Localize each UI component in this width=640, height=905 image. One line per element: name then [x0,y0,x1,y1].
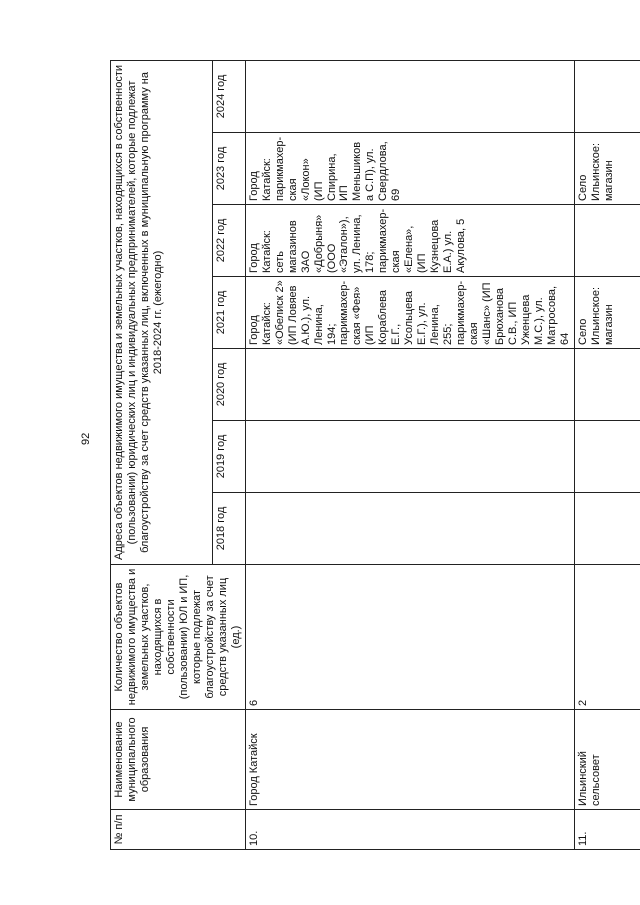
header-year-2023: 2023 год [213,133,245,205]
header-year-2021: 2021 год [213,277,245,349]
header-year-2024: 2024 год [213,60,245,132]
cell-num: 11. [574,810,640,850]
cell-num: 10. [245,810,574,850]
cell-2018 [574,493,640,565]
page-number: 92 [80,432,92,445]
cell-municipality: Город Катайск [245,710,574,810]
table-row [574,60,640,849]
header-num: № п/п [111,810,246,850]
header-addresses: Адреса объектов недвижимого имущества и земельных участков, находящихся в собственности (пользовании) юридических лиц и индивидуальных предпринимателей, которые подлежат благоустройству за счет средств указанных лиц, включенных в муниципальную программу на 2018-2024 гг. (ежегодно) [111,60,213,564]
header-year-2022: 2022 год [213,205,245,277]
cell-2023: Город Катайск: парикмахер-ская «Локон» (ИП Спирина, ИП Меньшикова С.П), ул. Свердлова, 69 [245,133,574,205]
cell-2021: Город Катайск: «Обелиск 2» (ИП Ловяев А.Ю.), ул. Ленина, 194; парикмахер-ская «Фея» (ИП Кораблева Е.Г., Усольцева Е.Г.), ул. Ленина, 255; парикмахер-ская «Шанс» (ИП Брюханова С.В., ИП Уженцева М.С.), ул. Матросова, 64 [245,277,574,349]
cell-municipality: Ильинский сельсовет [574,710,640,810]
cell-2019 [245,421,574,493]
table-header-row [111,60,213,849]
cell-2024 [574,60,640,132]
cell-count: 2 [574,565,640,710]
cell-2019 [574,421,640,493]
header-municipality: Наименование муниципального образования [111,710,246,810]
header-object-count: Количество объектов недвижимого имущества и земельных участков, находящихся в собственности (пользовании) ЮЛ и ИП, которые подлежат благоустройству за счет средств указанных лиц (ед.) [111,565,246,710]
header-year-2018: 2018 год [213,493,245,565]
cell-2022 [574,205,640,277]
header-year-2020: 2020 год [213,349,245,421]
cell-2018 [245,493,574,565]
cell-2024 [245,60,574,132]
header-year-2019: 2019 год [213,421,245,493]
table-row [245,60,574,849]
cell-2022: Город Катайск: сеть магазинов ЗАО «Добрыня» (ООО «Эталон»), ул. Ленина, 178; парикмахер-ская «Елена», (ИП Кузнецова Е.А.) ул. Акулова, 5 [245,205,574,277]
cell-2020 [245,349,574,421]
document-table [110,60,640,850]
cell-2023: Село Ильинское: магазин [574,133,640,205]
cell-count: 6 [245,565,574,710]
cell-2021: Село Ильинское: магазин [574,277,640,349]
document-table-container [110,60,615,850]
cell-2020 [574,349,640,421]
